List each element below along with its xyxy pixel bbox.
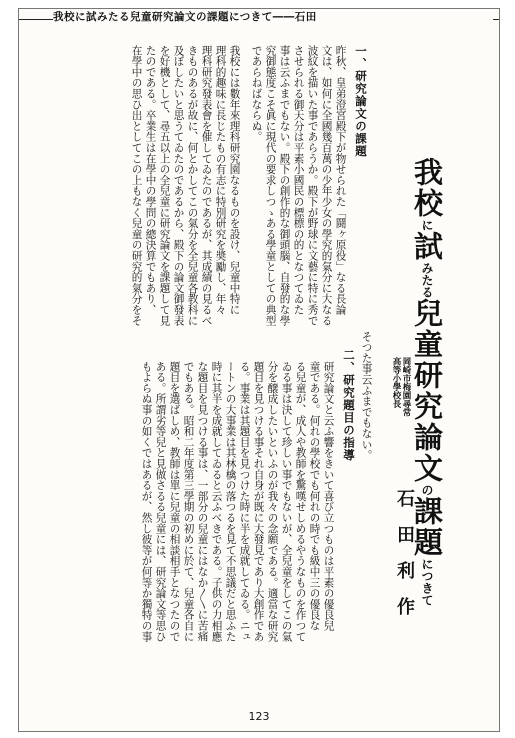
title-part-4: みたる	[420, 262, 434, 298]
section-1-line: 在學中の思ひ出としてこの上もなく兒童の研究的氣分をそ	[130, 45, 143, 326]
section-2-line: 題目を選ばしめ、教師は單に兒童の相談相手となつたので	[168, 361, 181, 642]
section-2-line: ートンの大事業は其林檎の落つるを見て不思議だと思ふた	[224, 361, 237, 642]
section-1-line: であらねばならぬ。	[250, 45, 263, 143]
section-2-line: ゐる事は決して珍しい事でもないが、全兒童をしてこの氣	[280, 361, 293, 642]
section-2-line: ある。所謂劣等兒と見做さるる兒童には、研究論文等思ひ	[154, 361, 167, 642]
title-part-7: 課題	[410, 496, 444, 558]
affiliation-line-2: 高等小學校長	[391, 357, 401, 408]
title-part-8: につきて	[420, 558, 434, 606]
title-part-3: 試	[410, 231, 444, 262]
document-page	[18, 8, 500, 732]
title-part-5: 兒童研究論文	[410, 298, 444, 484]
section-2-line: る兒童が、成人や教師を驚嘆せしめるやうなものを作つて	[294, 361, 307, 642]
section-1-line: を好機として、尋五以上の全兒童に研究論文を課題して見	[158, 45, 171, 326]
section-2-continuation: そつた事云ふまでもない。	[360, 331, 373, 461]
section-1-line: きものあるが故に、何とかしてこの氣分を全兒童各教科に	[186, 45, 199, 326]
section-1-line: 及ぼしたいと思うてゐたのであるから、殿下の論文御發表	[172, 45, 185, 326]
section-1-line: 事は云ふまでもない。殿下の創作的な御頭腦、自發的な學	[278, 45, 291, 326]
section-2-heading: 二、研究題目の指導	[342, 349, 356, 462]
section-2-line: でもある。昭和二年度第三學期の初めに於て、兒童各自に	[182, 361, 195, 642]
running-header: 我校に試みたる兒童研究論文の課題につきて――石田	[53, 9, 493, 24]
section-2-line: 分を醸成したいといふのが我々の念願である。適當な研究	[266, 361, 279, 642]
section-1-line: 理科研究發表會を催してゐたのであるが、其成績の見るべ	[200, 45, 213, 326]
section-1-line: 昨秋、皇弟澄宮殿下が物せられた「鬪ヶ原役」なる長論	[334, 45, 347, 315]
title-part-1: 我校	[410, 157, 444, 219]
title-part-6: の	[420, 484, 434, 496]
title-part-2: に	[420, 219, 434, 231]
section-1-line: たのである。卒業生は在學中の學問の總決算でもあり、	[144, 45, 157, 315]
author-name: 石田利作	[394, 489, 415, 633]
section-2-line: 時に其半を成就してゐると云ふべきである。子供の力相應	[210, 361, 223, 642]
section-1-line: 文は、如何に全國幾百萬の少年少女の學究的氣分に大なる	[320, 45, 333, 326]
page-number: 123	[248, 710, 270, 723]
section-1-line: 我校には數年來理科研究園なるものを設け、兒童中特に	[228, 45, 241, 315]
section-2-line: 題目を見つける事それ自身が既に大發見であり大創作であ	[252, 361, 265, 642]
author-affiliation	[391, 357, 411, 467]
section-2-line: 童である。何れの學校でも何れの時でも級中三の優良な	[308, 361, 321, 631]
section-1-line: 理科的趣味に長じたもの有志に特別研究を奬勵し、年々	[214, 45, 227, 315]
section-2-line: 研究論文と云ふ響をきいて喜び立つものは平素の優良兒	[322, 361, 335, 631]
section-1-line: 波紋を描いた事であらうか。殿下が野球に文藝に特に秀で	[306, 45, 319, 326]
section-1-line: 究御態度こそ眞に現代の要求しつゝある學童としての典型	[264, 45, 277, 326]
section-1-heading: 一、研究論文の課題	[354, 45, 368, 158]
section-2-line: もよらぬ事の如くではあるが、然し彼等が何等か獨特の事	[140, 361, 153, 642]
section-1-line: させられる御天分は平素小國民の標標の的となつてゐた	[292, 45, 305, 315]
section-2-line: な題目を見つける事は、一部分の兒童にはなか〳〵に苦痛	[196, 361, 209, 642]
section-2-line: る。事業は其題目を見つけた時に半を成就してゐる。ニュ	[238, 361, 251, 642]
affiliation-line-1: 岡崎市梅園尋常	[401, 357, 411, 417]
